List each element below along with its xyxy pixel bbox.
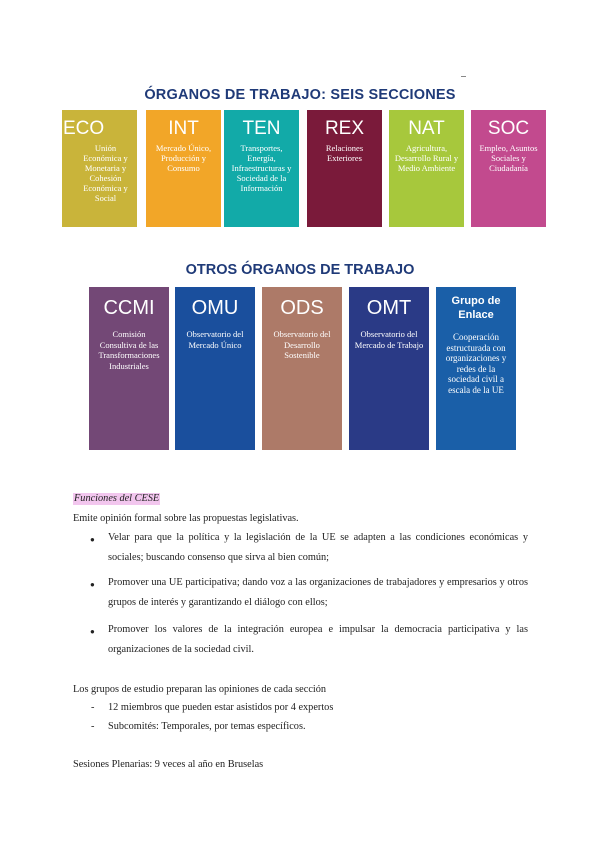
section-code: REX	[324, 118, 365, 139]
section-code: TEN	[242, 118, 281, 139]
plenary-sessions: Sesiones Plenarias: 9 veces al año en Bruselas	[73, 759, 264, 770]
organ-code: CCMI	[103, 297, 155, 319]
section-description: Relaciones Exteriores	[325, 143, 364, 163]
section-description: Empleo, Asuntos Sociales y Ciudadanía	[479, 143, 538, 173]
organ-code: OMU	[191, 297, 239, 319]
function-bullet-3: Promover los valores de la integración europea e impulsar la democracia participativa y las organizaciones de la sociedad civil.	[108, 624, 528, 655]
other-organs-title: OTROS ÓRGANOS DE TRABAJO	[185, 262, 415, 278]
study-groups-intro: Los grupos de estudio preparan las opiniones de cada sección	[73, 684, 327, 695]
study-groups-item-1: 12 miembros que pueden estar asistidos por 4 expertos	[108, 702, 334, 713]
organ-code: ODS	[280, 297, 324, 319]
section-card-int	[146, 110, 221, 227]
section-description: Unión Económica y Monetaria y Cohesión Económica y Social	[83, 143, 128, 203]
bullet-icon: ●	[90, 535, 95, 544]
section-code: SOC	[487, 118, 530, 139]
section-code: ECO	[63, 118, 105, 139]
dash-marker: -	[91, 702, 95, 713]
section-card-eco	[62, 110, 137, 227]
section-card-ten	[224, 110, 299, 227]
functions-intro: Emite opinión formal sobre las propuestas legislativas.	[73, 513, 299, 524]
organ-card-omt	[349, 287, 429, 450]
section-card-nat	[389, 110, 464, 227]
study-groups-item-2: Subcomités: Temporales, por temas específicos.	[108, 721, 306, 732]
organ-description: Cooperación estructurada con organizaciones y redes de la sociedad civil a escala de la UE	[445, 332, 507, 395]
decorative-tick	[461, 76, 466, 77]
organ-code: OMT	[366, 297, 412, 319]
organ-card-grupo-de-enlace	[436, 287, 516, 450]
organ-description: Comisión Consultiva de las Transformaciones Industriales	[98, 329, 160, 371]
sections-title: ÓRGANOS DE TRABAJO: SEIS SECCIONES	[144, 87, 456, 103]
section-code: NAT	[408, 118, 445, 139]
functions-heading: Funciones del CESE	[74, 493, 160, 504]
function-bullet-2: Promover una UE participativa; dando voz a las organizaciones de trabajadores y empresarios y otros grupos de interés y garantizando el diálogo con ellos;	[108, 577, 528, 608]
section-card-rex	[307, 110, 382, 227]
organ-card-omu	[175, 287, 255, 450]
bullet-icon: ●	[90, 580, 95, 589]
organ-code: Grupo de Enlace	[451, 295, 501, 321]
section-description: Mercado Único, Producción y Consumo	[155, 143, 212, 173]
section-description: Agricultura, Desarrollo Rural y Medio Ambiente	[394, 143, 459, 173]
organ-description: Observatorio del Mercado de Trabajo	[354, 329, 424, 350]
organ-description: Observatorio del Desarrollo Sostenible	[273, 329, 331, 360]
section-description: Transportes, Energía, Infraestructuras y Sociedad de la Información	[231, 143, 292, 193]
section-card-soc	[471, 110, 546, 227]
section-code: INT	[168, 118, 199, 139]
function-bullet-1: Velar para que la política y la legislación de la UE se adapten a las condiciones económicas y sociales; buscando consenso que sirva al bien común;	[108, 532, 528, 563]
bullet-icon: ●	[90, 627, 95, 636]
organ-card-ccmi	[89, 287, 169, 450]
dash-marker: -	[91, 721, 95, 732]
organ-description: Observatorio del Mercado Único	[186, 329, 244, 350]
organ-card-ods	[262, 287, 342, 450]
